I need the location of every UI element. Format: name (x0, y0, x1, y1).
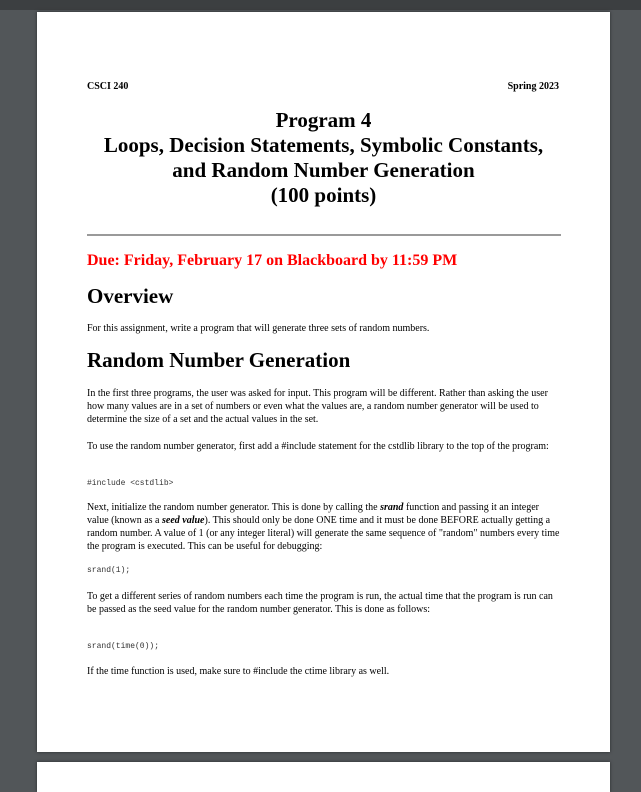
rng-paragraph-1: In the first three programs, the user was asked for input. This program will be different. Rather than asking the user how many values are in a set of numbers or even what the values are, a random number generator will be used to determine the size of a set and the actual values in the set. (87, 388, 548, 425)
code-srand-time: srand(time(0)); (87, 642, 160, 651)
p3-part-a: Next, initialize the random number generator. This is done by calling the (87, 502, 381, 513)
overview-text: For this assignment, write a program that will generate three sets of random numbers. (87, 323, 430, 334)
title-line-3: and Random Number Generation (172, 158, 475, 182)
divider (87, 234, 561, 236)
rng-heading: Random Number Generation (87, 348, 351, 372)
rng-paragraph-2: To use the random number generator, first add a #include statement for the cstdlib library to the top of the program: (87, 441, 549, 452)
title-line-1: Program 4 (275, 108, 372, 132)
srand-term: srand (380, 502, 404, 513)
next-page (37, 762, 610, 792)
p3-part-b: function and passing it an integer value (known as a (87, 502, 539, 526)
rng-paragraph-5: If the time function is used, make sure to #include the ctime library as well. (87, 666, 390, 677)
due-date: Due: Friday, February 17 on Blackboard by 11:59 PM (87, 252, 458, 269)
overview-heading: Overview (87, 284, 174, 308)
title-line-2: Loops, Decision Statements, Symbolic Constants, (103, 133, 544, 157)
term-label: Spring 2023 (507, 81, 559, 92)
document-page (37, 12, 610, 752)
viewer-toolbar (0, 0, 641, 10)
code-include-cstdlib: #include <cstdlib> (87, 479, 174, 488)
page-title (77, 108, 570, 208)
course-label: CSCI 240 (87, 81, 129, 92)
title-line-4: (100 points) (270, 183, 377, 207)
p3-part-c: ). This should only be done ONE time and it must be done BEFORE actually getting a random number. A value of 1 (or any integer literal) will generate the same sequence of "random" numbers every time the program is executed. This can be useful for debugging: (87, 515, 560, 552)
rng-paragraph-4: To get a different series of random numbers each time the program is run, the actual time that the program is run can be passed as the seed value for the random number generator. This is done as follows: (87, 591, 553, 615)
seed-value-term: seed value (161, 515, 205, 526)
rng-paragraph-3 (87, 501, 562, 553)
code-srand-1: srand(1); (87, 566, 131, 575)
